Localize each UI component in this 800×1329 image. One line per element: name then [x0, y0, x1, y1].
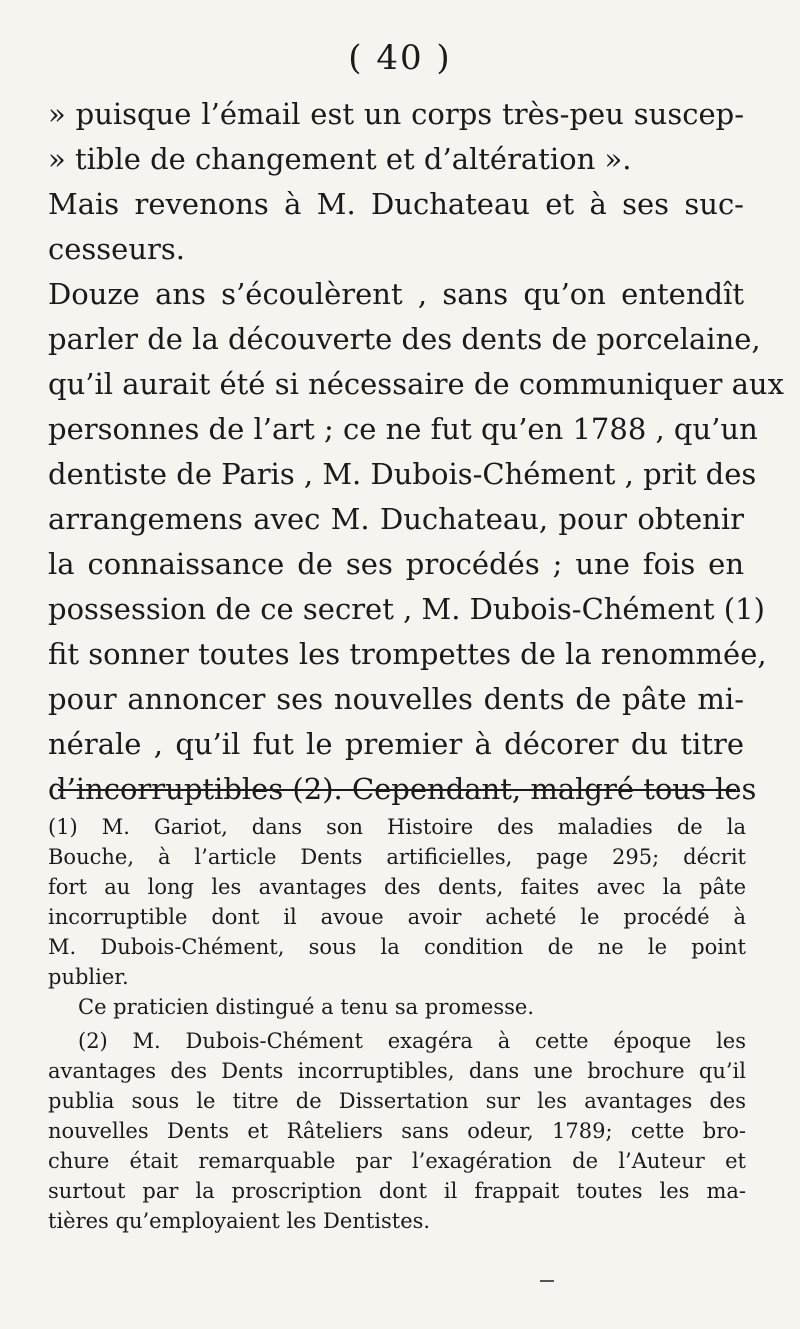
- body-line: Douze ans s’écoulèrent , sans qu’on entendît: [48, 277, 744, 311]
- body-line: fit sonner toutes les trompettes de la renommée,: [48, 637, 767, 671]
- footnote-line: chure était remarquable par l’exagération de l’Auteur et: [48, 1149, 746, 1173]
- footnote-rule: [58, 789, 736, 791]
- footnote-line: publier.: [48, 965, 129, 989]
- footnote-line: avantages des Dents incorruptibles, dans une brochure qu’il: [48, 1059, 746, 1083]
- footnote-line: Bouche, à l’article Dents artificielles, page 295; décrit: [48, 845, 746, 869]
- body-line: cesseurs.: [48, 232, 185, 266]
- bottom-page-mark: [540, 1280, 554, 1282]
- body-line: » puisque l’émail est un corps très-peu suscep-: [48, 97, 744, 131]
- body-line: Mais revenons à M. Duchateau et à ses suc-: [48, 187, 744, 221]
- footnote-remark: Ce praticien distingué a tenu sa promesse.: [78, 995, 535, 1019]
- footnote-line: publia sous le titre de Dissertation sur les avantages des: [48, 1089, 746, 1113]
- body-line: possession de ce secret , M. Dubois-Chément (1): [48, 592, 765, 626]
- footnote-line: M. Dubois-Chément, sous la condition de ne le point: [48, 935, 746, 959]
- footnote-line: fort au long les avantages des dents, faites avec la pâte: [48, 875, 746, 899]
- body-line: la connaissance de ses procédés ; une fois en: [48, 547, 744, 581]
- body-line: pour annoncer ses nouvelles dents de pâte mi-: [48, 682, 744, 716]
- footnote-line: (1) M. Gariot, dans son Histoire des maladies de la: [48, 815, 746, 839]
- body-line: d’incorruptibles (2). Cependant, malgré tous les: [48, 772, 757, 806]
- footnote-line: surtout par la proscription dont il frappait toutes les ma-: [48, 1179, 746, 1203]
- body-line: personnes de l’art ; ce ne fut qu’en 1788 , qu’un: [48, 412, 758, 446]
- page-number: ( 40 ): [348, 38, 452, 78]
- body-line: » tible de changement et d’altération ».: [48, 142, 632, 176]
- footnote-line: nouvelles Dents et Râteliers sans odeur, 1789; cette bro-: [48, 1119, 746, 1143]
- footnote-line: incorruptible dont il avoue avoir acheté le procédé à: [48, 905, 746, 929]
- footnote-1: [48, 812, 746, 1022]
- footnotes: [48, 812, 746, 1236]
- body-text: [48, 92, 784, 812]
- body-line: nérale , qu’il fut le premier à décorer du titre: [48, 727, 744, 761]
- footnote-line: (2) M. Dubois-Chément exagéra à cette époque les: [78, 1029, 746, 1053]
- body-line: arrangemens avec M. Duchateau, pour obtenir: [48, 502, 744, 536]
- body-line: parler de la découverte des dents de porcelaine,: [48, 322, 761, 356]
- footnote-2: [48, 1026, 746, 1236]
- body-line: qu’il aurait été si nécessaire de communiquer aux: [48, 367, 784, 401]
- body-line: dentiste de Paris , M. Dubois-Chément , prit des: [48, 457, 757, 491]
- footnote-line: tières qu’employaient les Dentistes.: [48, 1209, 431, 1233]
